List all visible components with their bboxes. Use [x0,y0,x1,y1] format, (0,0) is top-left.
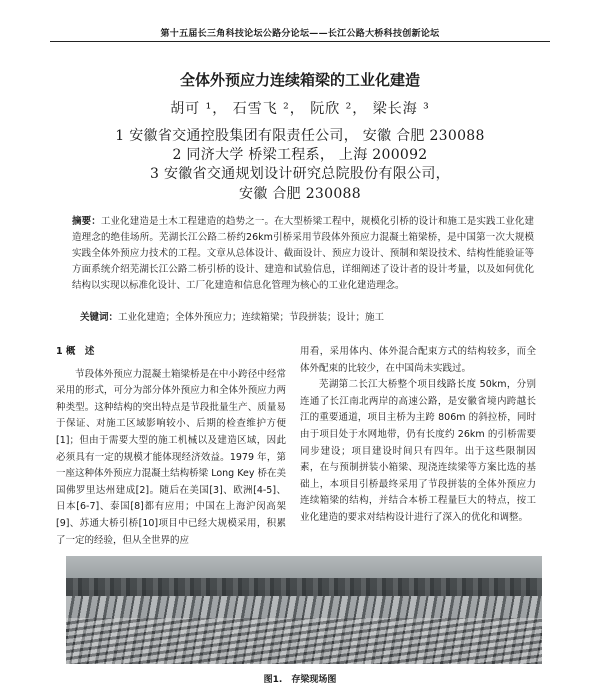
abstract-text: 工业化建造是土木工程建造的趋势之一。在大型桥梁工程中，规模化引桥的设计和施工是实践工业化建造理念的绝佳场所。芜湖长江公路二桥约26km引桥采用节段体外预应力混凝土箱梁桥，是中国第一次大规模实践全体外预应力技术的工程。文章从总体设计、截面设计、预应力设计、预制和架设技术、结构性能验证等方面系统介绍芜湖长江公路二桥引桥的设计、建造和试验信息，详细阐述了设计者的设计考量，以及如何优化结构以实现以标准化设计、工厂化建造和信息化管理为核心的工业化建造理念。 [72,216,534,291]
body-paragraph-continued: 用看，采用体内、体外混合配束方式的结构较多，而全体外配束的比较少，在中国尚未实践过。 [300,346,536,374]
author-list: 胡可 ¹， 石雪飞 ²， 阮欣 ²， 梁长海 ³ [170,101,430,117]
keywords [80,309,534,323]
body-column-left [56,344,286,549]
keywords-text: 工业化建造；全体外预应力；连续箱梁；节段拼装；设计；施工 [118,312,385,323]
affiliation-1: 1 安徽省交通控股集团有限责任公司， 安徽 合肥 230088 [115,128,485,144]
abstract-label: 摘要： [72,216,101,227]
paper-title: 全体外预应力连续箱梁的工业化建造 [179,71,420,89]
photo-treeline [66,578,542,596]
figure-photo-beam-storage-yard [66,556,542,664]
keywords-label: 关键词： [80,312,119,323]
body-column-right [300,344,536,527]
affiliation-3: 3 安徽省交通规划设计研究总院股份有限公司， [150,166,450,182]
abstract [72,214,534,294]
affiliation-3-cont: 安徽 合肥 230088 [239,186,361,202]
section-heading: 1 概 述 [56,346,95,357]
body-paragraph: 节段体外预应力混凝土箱梁桥是在中小跨径中经常采用的形式，可分为部分体外预应力和全体外预应力两种类型。这种结构的突出特点是节段批量生产、质量易于保证、对施工区域影响较小、后期的检查维护方便[1]；但由于需要大型的施工机械以及建造区域，因此必须具有一定的规模才能体现经济效益。1979 年，第一座这种体外预应力混凝土结构桥梁 Long Key 桥在美国佛罗里达州建成[2]。随后在美国[3]、欧洲[4-5]、日本[6-7]、泰国[8]都有应用；中国在上海沪闵高架[9]、苏通大桥引桥[10]项目中已经大规模采用，积累了一定的经验，但从全世界的应 [56,368,286,546]
header-rule [50,41,550,42]
body-paragraph: 芜湖第二长江大桥整个项目线路长度 50km，分别连通了长江南北两岸的高速公路，是安徽省境内跨越长江的重要通道，项目主桥为主跨 806m 的斜拉桥，同时由于项目处于水网地带，仍有长度约 26km 的引桥需要同步建设；项目建设时间只有四年。出于这些限制因素，在与预制拼装小箱梁、现浇连续梁等方案比选的基础上，本项目引桥最终采用了节段拼装的全体外预应力连续箱梁的结构，并结合本桥工程量巨大的特点，按工业化建造的要求对结构设计进行了深入的优化和调整。 [300,379,536,523]
running-header: 第十五届长三角科技论坛公路分论坛——长江公路大桥科技创新论坛 [160,29,440,39]
photo-stored-segments [66,618,542,664]
figure-caption: 图1. 存梁现场图 [263,675,337,685]
affiliation-2: 2 同济大学 桥梁工程系， 上海 200092 [172,147,428,163]
